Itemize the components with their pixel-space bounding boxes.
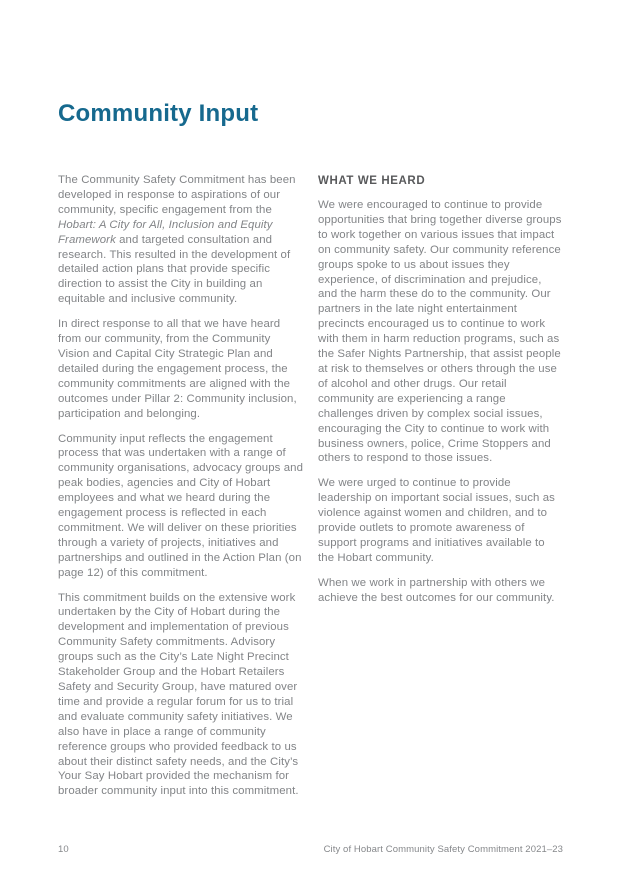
paragraph-direct-response: In direct response to all that we have heard from our community, from the Community Vision and Capital City Strategic Plan and detailed during the engagement process, the community commitments are aligned with the outcomes under Pillar 2: Community inclusion, participation and belonging. [58, 318, 297, 420]
right-column [318, 173, 563, 809]
framework-title-italic: Hobart: A City for All, Inclusion and Equity Framework [58, 218, 273, 246]
content-columns [58, 173, 563, 809]
page-title: Community Input [58, 100, 259, 127]
page-number: 10 [58, 844, 69, 855]
paragraph-encouraged: We were encouraged to continue to provide opportunities that bring together diverse groups to work together on various issues that impact on community safety. Our community reference groups spoke to us about issues they experience, of discrimination and prejudice, and the harm these do to the community. Our partners in the late night entertainment precincts encouraged us to continue to work with them in harm reduction programs, such as the Safer Nights Partnership, that assist people at risk to themselves or others through the use of alcohol and other drugs. Our retail community are experiencing a range challenges driven by complex social issues, encouraging the City to continue to work with business owners, police, Crime Stoppers and others to respond to those issues. [318, 199, 562, 465]
paragraph-engagement-process: Community input reflects the engagement process that was undertaken with a range of community organisations, advocacy groups and peak bodies, agencies and City of Hobart employees and what we heard during the engagement process is reflected in each commitment. We will deliver on these priorities through a variety of projects, initiatives and partnerships and outlined in the Action Plan (on page 12) of this commitment. [58, 432, 303, 579]
paragraph-builds-on-work: This commitment builds on the extensive work undertaken by the City of Hobart during the development and implementation of previous Community Safety commitments. Advisory groups such as the City’s Late Night Precinct Stakeholder Group and the Hobart Retailers Safety and Security Group, have matured over time and provide a regular forum for us to trial and evaluate community safety initiatives. We also have in place a range of community reference groups who provided feedback to us about their distinct safety needs, and the City’s Your Say Hobart provided the mechanism for broader community input into this commitment. [58, 591, 299, 798]
footer-doc-title: City of Hobart Community Safety Commitment 2021–23 [323, 844, 563, 855]
paragraph-commitment-developed [58, 173, 303, 307]
paragraph-partnership: When we work in partnership with others we achieve the best outcomes for our community. [318, 576, 555, 604]
paragraph-text: The Community Safety Commitment has been developed in response to aspirations of our community, specific engagement from the [58, 174, 296, 216]
page-footer [58, 844, 563, 855]
paragraph-urged-leadership: We were urged to continue to provide leadership on important social issues, such as violence against women and children, and to provide outlets to promote awareness of support programs and initiatives available to the Hobart community. [318, 477, 555, 564]
left-column [58, 173, 303, 809]
paragraph-text: and targeted consultation and research. This resulted in the development of detailed action plans that provide specific direction to assist the City in building an equitable and inclusive community. [58, 233, 291, 306]
what-we-heard-heading: WHAT WE HEARD [318, 175, 426, 187]
